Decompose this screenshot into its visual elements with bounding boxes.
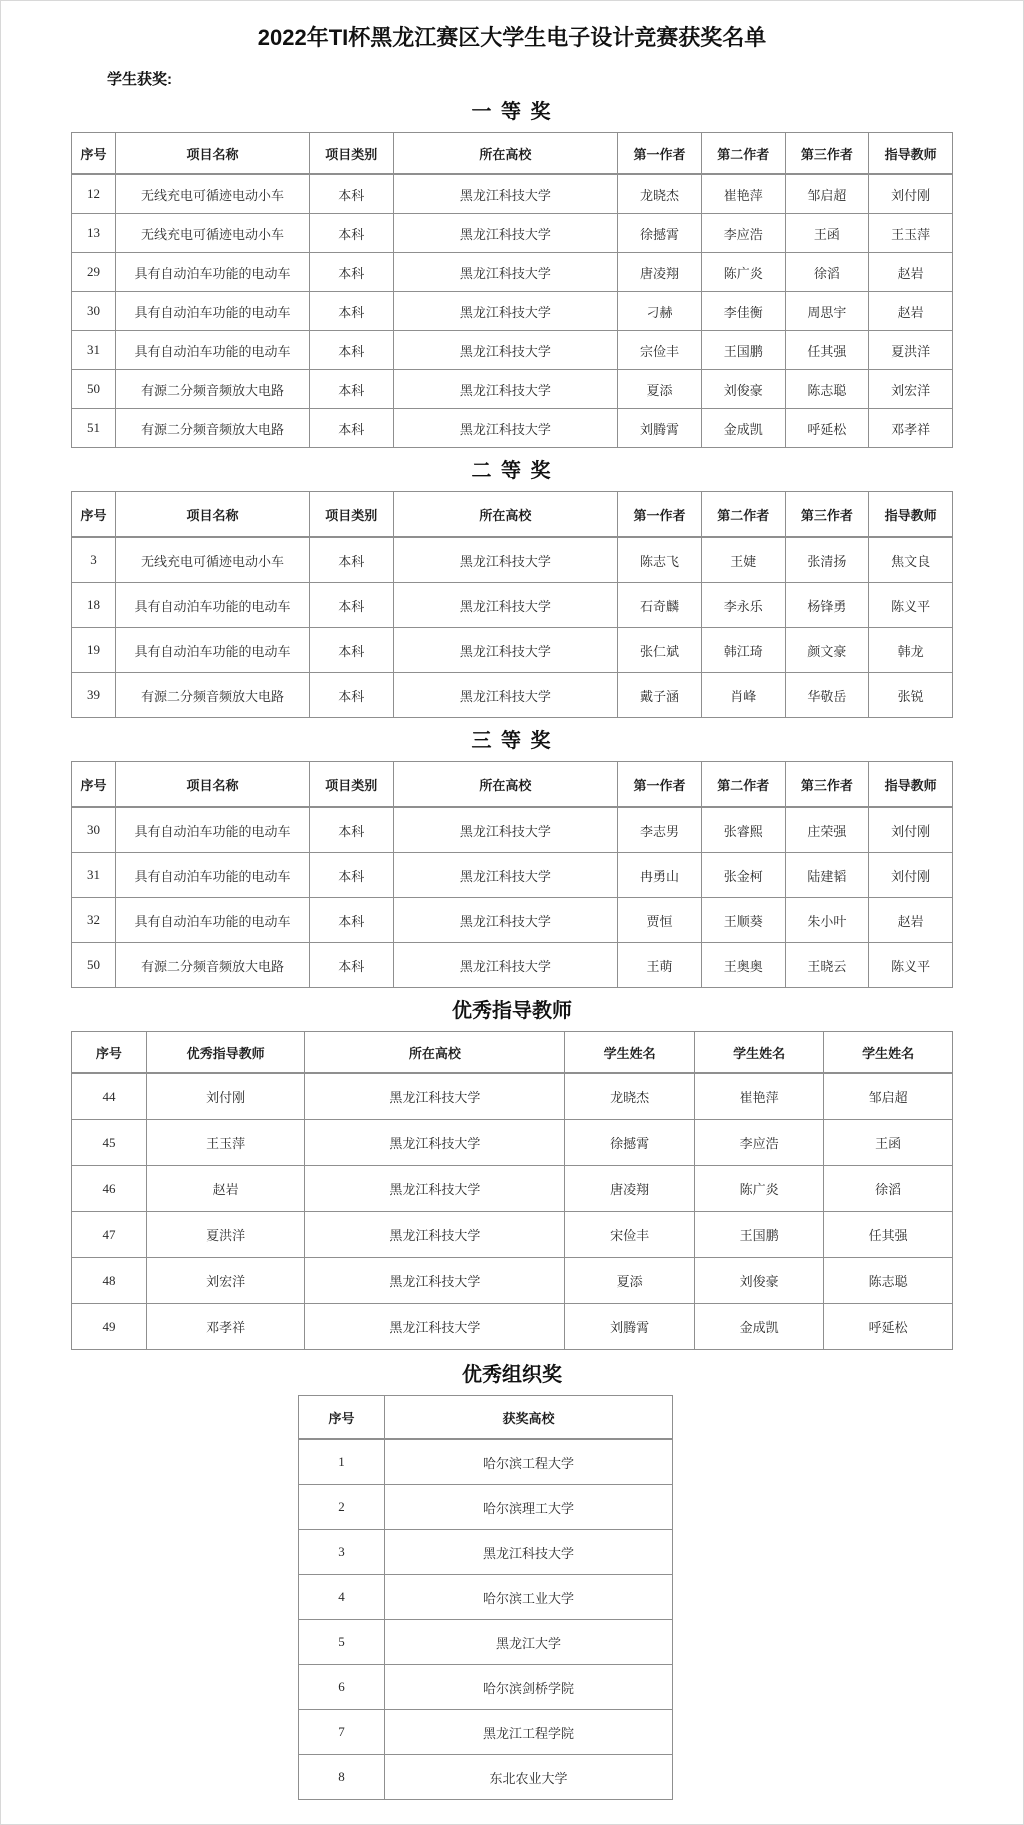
cell-project: 具有自动泊车功能的电动车 <box>116 292 310 331</box>
cell-advisor: 焦文良 <box>869 537 953 583</box>
cell-index: 13 <box>72 214 116 253</box>
column-header-third-author: 第三作者 <box>785 492 869 538</box>
cell-index: 31 <box>72 853 116 898</box>
cell-university: 黑龙江科技大学 <box>393 537 618 583</box>
cell-student1: 夏添 <box>565 1258 695 1304</box>
cell-student3: 邹启超 <box>824 1073 953 1120</box>
cell-index: 1 <box>299 1439 385 1485</box>
cell-index: 49 <box>72 1304 147 1350</box>
cell-university: 黑龙江科技大学 <box>385 1530 673 1575</box>
column-header-student1: 学生姓名 <box>565 1032 695 1074</box>
cell-third-author: 王函 <box>785 214 869 253</box>
table-row <box>72 174 953 214</box>
table-row <box>72 1258 953 1304</box>
cell-second-author: 王婕 <box>701 537 785 583</box>
table-row <box>299 1575 673 1620</box>
cell-advisor: 赵岩 <box>869 292 953 331</box>
cell-third-author: 王晓云 <box>785 943 869 988</box>
section-outstanding-organization <box>71 1362 953 1800</box>
students-award-label: 学生获奖: <box>107 71 172 89</box>
cell-student1: 宋俭丰 <box>565 1212 695 1258</box>
cell-advisor: 邓孝祥 <box>869 409 953 448</box>
table-row <box>299 1755 673 1800</box>
third-prize-table <box>71 761 953 988</box>
header-row <box>72 133 953 175</box>
cell-university: 黑龙江科技大学 <box>393 409 618 448</box>
cell-first-author: 冉勇山 <box>618 853 702 898</box>
cell-university: 哈尔滨工程大学 <box>385 1439 673 1485</box>
cell-second-author: 王顺葵 <box>701 898 785 943</box>
table-row <box>299 1439 673 1485</box>
section-third-prize <box>71 728 953 988</box>
outstanding-advisors-heading: 优秀指导教师 <box>452 1000 572 1023</box>
cell-university: 哈尔滨工业大学 <box>385 1575 673 1620</box>
cell-index: 12 <box>72 174 116 214</box>
cell-university: 黑龙江科技大学 <box>393 673 618 718</box>
column-header-project: 项目名称 <box>116 133 310 175</box>
cell-university: 黑龙江科技大学 <box>393 628 618 673</box>
cell-student1: 徐撼霄 <box>565 1120 695 1166</box>
column-header-first-author: 第一作者 <box>618 762 702 808</box>
column-header-advisor: 指导教师 <box>869 492 953 538</box>
cell-first-author: 戴子涵 <box>618 673 702 718</box>
cell-student3: 王函 <box>824 1120 953 1166</box>
cell-third-author: 徐滔 <box>785 253 869 292</box>
column-header-university: 所在高校 <box>393 762 618 808</box>
cell-third-author: 陈志聪 <box>785 370 869 409</box>
cell-project: 具有自动泊车功能的电动车 <box>116 628 310 673</box>
cell-project: 有源二分频音频放大电路 <box>116 673 310 718</box>
column-header-project: 项目名称 <box>116 762 310 808</box>
cell-index: 30 <box>72 292 116 331</box>
cell-index: 45 <box>72 1120 147 1166</box>
cell-project: 有源二分频音频放大电路 <box>116 409 310 448</box>
cell-university: 黑龙江科技大学 <box>393 583 618 628</box>
cell-third-author: 庄荣强 <box>785 807 869 853</box>
cell-category: 本科 <box>309 673 393 718</box>
cell-index: 8 <box>299 1755 385 1800</box>
cell-category: 本科 <box>309 331 393 370</box>
cell-project: 具有自动泊车功能的电动车 <box>116 583 310 628</box>
cell-university: 黑龙江科技大学 <box>305 1120 565 1166</box>
cell-university: 黑龙江科技大学 <box>393 898 618 943</box>
cell-index: 47 <box>72 1212 147 1258</box>
cell-index: 4 <box>299 1575 385 1620</box>
cell-university: 哈尔滨剑桥学院 <box>385 1665 673 1710</box>
cell-first-author: 贾恒 <box>618 898 702 943</box>
cell-category: 本科 <box>309 537 393 583</box>
cell-second-author: 李应浩 <box>701 214 785 253</box>
cell-index: 32 <box>72 898 116 943</box>
column-header-first-author: 第一作者 <box>618 133 702 175</box>
cell-index: 30 <box>72 807 116 853</box>
cell-university: 黑龙江科技大学 <box>305 1258 565 1304</box>
cell-first-author: 夏添 <box>618 370 702 409</box>
table-row <box>72 628 953 673</box>
cell-university: 黑龙江科技大学 <box>393 943 618 988</box>
table-row <box>72 1073 953 1120</box>
cell-student1: 龙晓杰 <box>565 1073 695 1120</box>
cell-university: 黑龙江科技大学 <box>393 807 618 853</box>
cell-third-author: 华敬岳 <box>785 673 869 718</box>
cell-index: 6 <box>299 1665 385 1710</box>
cell-advisor: 刘宏洋 <box>146 1258 305 1304</box>
cell-student2: 王国鹏 <box>694 1212 824 1258</box>
section-first-prize <box>71 99 953 448</box>
column-header-second-author: 第二作者 <box>701 133 785 175</box>
cell-third-author: 周思宇 <box>785 292 869 331</box>
header-row <box>72 492 953 538</box>
table-row <box>72 537 953 583</box>
cell-category: 本科 <box>309 174 393 214</box>
cell-advisor: 刘宏洋 <box>869 370 953 409</box>
cell-index: 2 <box>299 1485 385 1530</box>
cell-second-author: 韩江琦 <box>701 628 785 673</box>
cell-first-author: 徐撼霄 <box>618 214 702 253</box>
cell-advisor: 赵岩 <box>869 898 953 943</box>
cell-university: 黑龙江科技大学 <box>393 253 618 292</box>
second-prize-table <box>71 491 953 718</box>
table-row <box>72 253 953 292</box>
cell-university: 黑龙江工程学院 <box>385 1710 673 1755</box>
column-header-university: 所在高校 <box>393 492 618 538</box>
cell-university: 哈尔滨理工大学 <box>385 1485 673 1530</box>
cell-university: 黑龙江科技大学 <box>305 1212 565 1258</box>
column-header-project: 项目名称 <box>116 492 310 538</box>
table-row <box>72 1212 953 1258</box>
cell-first-author: 刘腾霄 <box>618 409 702 448</box>
cell-third-author: 杨锋勇 <box>785 583 869 628</box>
cell-third-author: 邹启超 <box>785 174 869 214</box>
cell-third-author: 颜文豪 <box>785 628 869 673</box>
column-header-first-author: 第一作者 <box>618 492 702 538</box>
cell-first-author: 张仁斌 <box>618 628 702 673</box>
column-header-university: 所在高校 <box>305 1032 565 1074</box>
column-header-index: 序号 <box>299 1396 385 1440</box>
cell-first-author: 唐凌翔 <box>618 253 702 292</box>
cell-student3: 呼延松 <box>824 1304 953 1350</box>
cell-student3: 徐滔 <box>824 1166 953 1212</box>
table-row <box>72 1304 953 1350</box>
column-header-university: 获奖高校 <box>385 1396 673 1440</box>
cell-first-author: 陈志飞 <box>618 537 702 583</box>
cell-university: 黑龙江科技大学 <box>393 370 618 409</box>
column-header-index: 序号 <box>72 492 116 538</box>
column-header-third-author: 第三作者 <box>785 133 869 175</box>
column-header-category: 项目类别 <box>309 492 393 538</box>
cell-index: 19 <box>72 628 116 673</box>
cell-index: 31 <box>72 331 116 370</box>
cell-advisor: 陈义平 <box>869 943 953 988</box>
cell-first-author: 石奇麟 <box>618 583 702 628</box>
table-row <box>72 214 953 253</box>
cell-index: 18 <box>72 583 116 628</box>
cell-student2: 金成凯 <box>694 1304 824 1350</box>
cell-index: 3 <box>72 537 116 583</box>
cell-university: 东北农业大学 <box>385 1755 673 1800</box>
cell-second-author: 王奥奥 <box>701 943 785 988</box>
cell-project: 具有自动泊车功能的电动车 <box>116 898 310 943</box>
cell-university: 黑龙江科技大学 <box>305 1304 565 1350</box>
cell-index: 44 <box>72 1073 147 1120</box>
cell-category: 本科 <box>309 214 393 253</box>
column-header-advisor: 指导教师 <box>869 133 953 175</box>
cell-advisor: 刘付刚 <box>869 853 953 898</box>
cell-student3: 陈志聪 <box>824 1258 953 1304</box>
column-header-index: 序号 <box>72 762 116 808</box>
cell-first-author: 王萌 <box>618 943 702 988</box>
cell-category: 本科 <box>309 409 393 448</box>
cell-advisor: 韩龙 <box>869 628 953 673</box>
cell-advisor: 刘付刚 <box>869 174 953 214</box>
cell-third-author: 呼延松 <box>785 409 869 448</box>
cell-index: 5 <box>299 1620 385 1665</box>
cell-index: 48 <box>72 1258 147 1304</box>
cell-advisor: 夏洪洋 <box>869 331 953 370</box>
page-title: 2022年TI杯黑龙江赛区大学生电子设计竞赛获奖名单 <box>257 25 767 50</box>
cell-project: 具有自动泊车功能的电动车 <box>116 807 310 853</box>
cell-university: 黑龙江科技大学 <box>393 214 618 253</box>
cell-project: 具有自动泊车功能的电动车 <box>116 853 310 898</box>
column-header-student2: 学生姓名 <box>694 1032 824 1074</box>
cell-advisor: 邓孝祥 <box>146 1304 305 1350</box>
column-header-index: 序号 <box>72 133 116 175</box>
cell-second-author: 李佳衡 <box>701 292 785 331</box>
section-second-prize <box>71 458 953 718</box>
column-header-university: 所在高校 <box>393 133 618 175</box>
table-row <box>72 583 953 628</box>
table-row <box>299 1620 673 1665</box>
cell-category: 本科 <box>309 943 393 988</box>
header-row <box>72 1032 953 1074</box>
cell-student2: 刘俊豪 <box>694 1258 824 1304</box>
section-outstanding-advisors <box>71 998 953 1350</box>
table-row <box>72 807 953 853</box>
column-header-second-author: 第二作者 <box>701 762 785 808</box>
column-header-category: 项目类别 <box>309 133 393 175</box>
table-row <box>72 409 953 448</box>
cell-advisor: 刘付刚 <box>146 1073 305 1120</box>
cell-second-author: 张金柯 <box>701 853 785 898</box>
first-prize-table <box>71 132 953 448</box>
table-row <box>299 1485 673 1530</box>
table-row <box>72 1120 953 1166</box>
cell-student1: 唐凌翔 <box>565 1166 695 1212</box>
cell-category: 本科 <box>309 628 393 673</box>
cell-student2: 陈广炎 <box>694 1166 824 1212</box>
table-row <box>299 1530 673 1575</box>
outstanding-advisors-table <box>71 1031 953 1350</box>
column-header-advisor: 指导教师 <box>869 762 953 808</box>
cell-third-author: 陆建韬 <box>785 853 869 898</box>
cell-student2: 崔艳萍 <box>694 1073 824 1120</box>
cell-university: 黑龙江大学 <box>385 1620 673 1665</box>
cell-advisor: 刘付刚 <box>869 807 953 853</box>
outstanding-organization-heading: 优秀组织奖 <box>462 1364 562 1387</box>
third-prize-heading: 三 等 奖 <box>471 730 553 753</box>
column-header-third-author: 第三作者 <box>785 762 869 808</box>
cell-index: 46 <box>72 1166 147 1212</box>
cell-second-author: 陈广炎 <box>701 253 785 292</box>
cell-category: 本科 <box>309 370 393 409</box>
cell-advisor: 夏洪洋 <box>146 1212 305 1258</box>
header-row <box>299 1396 673 1440</box>
cell-project: 有源二分频音频放大电路 <box>116 370 310 409</box>
cell-advisor: 王玉萍 <box>869 214 953 253</box>
cell-project: 无线充电可循迹电动小车 <box>116 537 310 583</box>
cell-index: 50 <box>72 370 116 409</box>
cell-third-author: 任其强 <box>785 331 869 370</box>
column-header-index: 序号 <box>72 1032 147 1074</box>
cell-index: 3 <box>299 1530 385 1575</box>
cell-advisor: 陈义平 <box>869 583 953 628</box>
first-prize-heading: 一 等 奖 <box>471 101 553 124</box>
cell-advisor: 赵岩 <box>146 1166 305 1212</box>
cell-index: 7 <box>299 1710 385 1755</box>
second-prize-heading: 二 等 奖 <box>471 460 553 483</box>
table-row <box>72 1166 953 1212</box>
cell-category: 本科 <box>309 898 393 943</box>
cell-university: 黑龙江科技大学 <box>393 174 618 214</box>
cell-first-author: 李志男 <box>618 807 702 853</box>
column-header-advisor: 优秀指导教师 <box>146 1032 305 1074</box>
outstanding-organization-table <box>298 1395 673 1800</box>
table-row <box>72 370 953 409</box>
table-row <box>299 1710 673 1755</box>
cell-project: 无线充电可循迹电动小车 <box>116 174 310 214</box>
cell-advisor: 张锐 <box>869 673 953 718</box>
cell-category: 本科 <box>309 807 393 853</box>
header-row <box>72 762 953 808</box>
cell-second-author: 金成凯 <box>701 409 785 448</box>
cell-university: 黑龙江科技大学 <box>393 853 618 898</box>
cell-category: 本科 <box>309 853 393 898</box>
cell-university: 黑龙江科技大学 <box>305 1073 565 1120</box>
cell-second-author: 刘俊豪 <box>701 370 785 409</box>
table-row <box>72 292 953 331</box>
table-row <box>72 853 953 898</box>
cell-project: 无线充电可循迹电动小车 <box>116 214 310 253</box>
cell-index: 50 <box>72 943 116 988</box>
cell-index: 51 <box>72 409 116 448</box>
cell-first-author: 宗俭丰 <box>618 331 702 370</box>
cell-university: 黑龙江科技大学 <box>305 1166 565 1212</box>
cell-student2: 李应浩 <box>694 1120 824 1166</box>
table-row <box>72 673 953 718</box>
cell-project: 具有自动泊车功能的电动车 <box>116 253 310 292</box>
column-header-category: 项目类别 <box>309 762 393 808</box>
cell-category: 本科 <box>309 253 393 292</box>
cell-first-author: 龙晓杰 <box>618 174 702 214</box>
cell-index: 39 <box>72 673 116 718</box>
cell-second-author: 崔艳萍 <box>701 174 785 214</box>
cell-second-author: 李永乐 <box>701 583 785 628</box>
cell-student1: 刘腾霄 <box>565 1304 695 1350</box>
column-header-second-author: 第二作者 <box>701 492 785 538</box>
cell-project: 有源二分频音频放大电路 <box>116 943 310 988</box>
cell-first-author: 刁赫 <box>618 292 702 331</box>
cell-university: 黑龙江科技大学 <box>393 331 618 370</box>
column-header-student3: 学生姓名 <box>824 1032 953 1074</box>
cell-second-author: 肖峰 <box>701 673 785 718</box>
cell-advisor: 赵岩 <box>869 253 953 292</box>
table-row <box>299 1665 673 1710</box>
cell-university: 黑龙江科技大学 <box>393 292 618 331</box>
cell-third-author: 张清扬 <box>785 537 869 583</box>
table-row <box>72 943 953 988</box>
table-row <box>72 331 953 370</box>
cell-category: 本科 <box>309 292 393 331</box>
cell-project: 具有自动泊车功能的电动车 <box>116 331 310 370</box>
table-row <box>72 898 953 943</box>
cell-third-author: 朱小叶 <box>785 898 869 943</box>
cell-index: 29 <box>72 253 116 292</box>
cell-second-author: 王国鹏 <box>701 331 785 370</box>
cell-second-author: 张睿熙 <box>701 807 785 853</box>
cell-category: 本科 <box>309 583 393 628</box>
cell-student3: 任其强 <box>824 1212 953 1258</box>
cell-advisor: 王玉萍 <box>146 1120 305 1166</box>
